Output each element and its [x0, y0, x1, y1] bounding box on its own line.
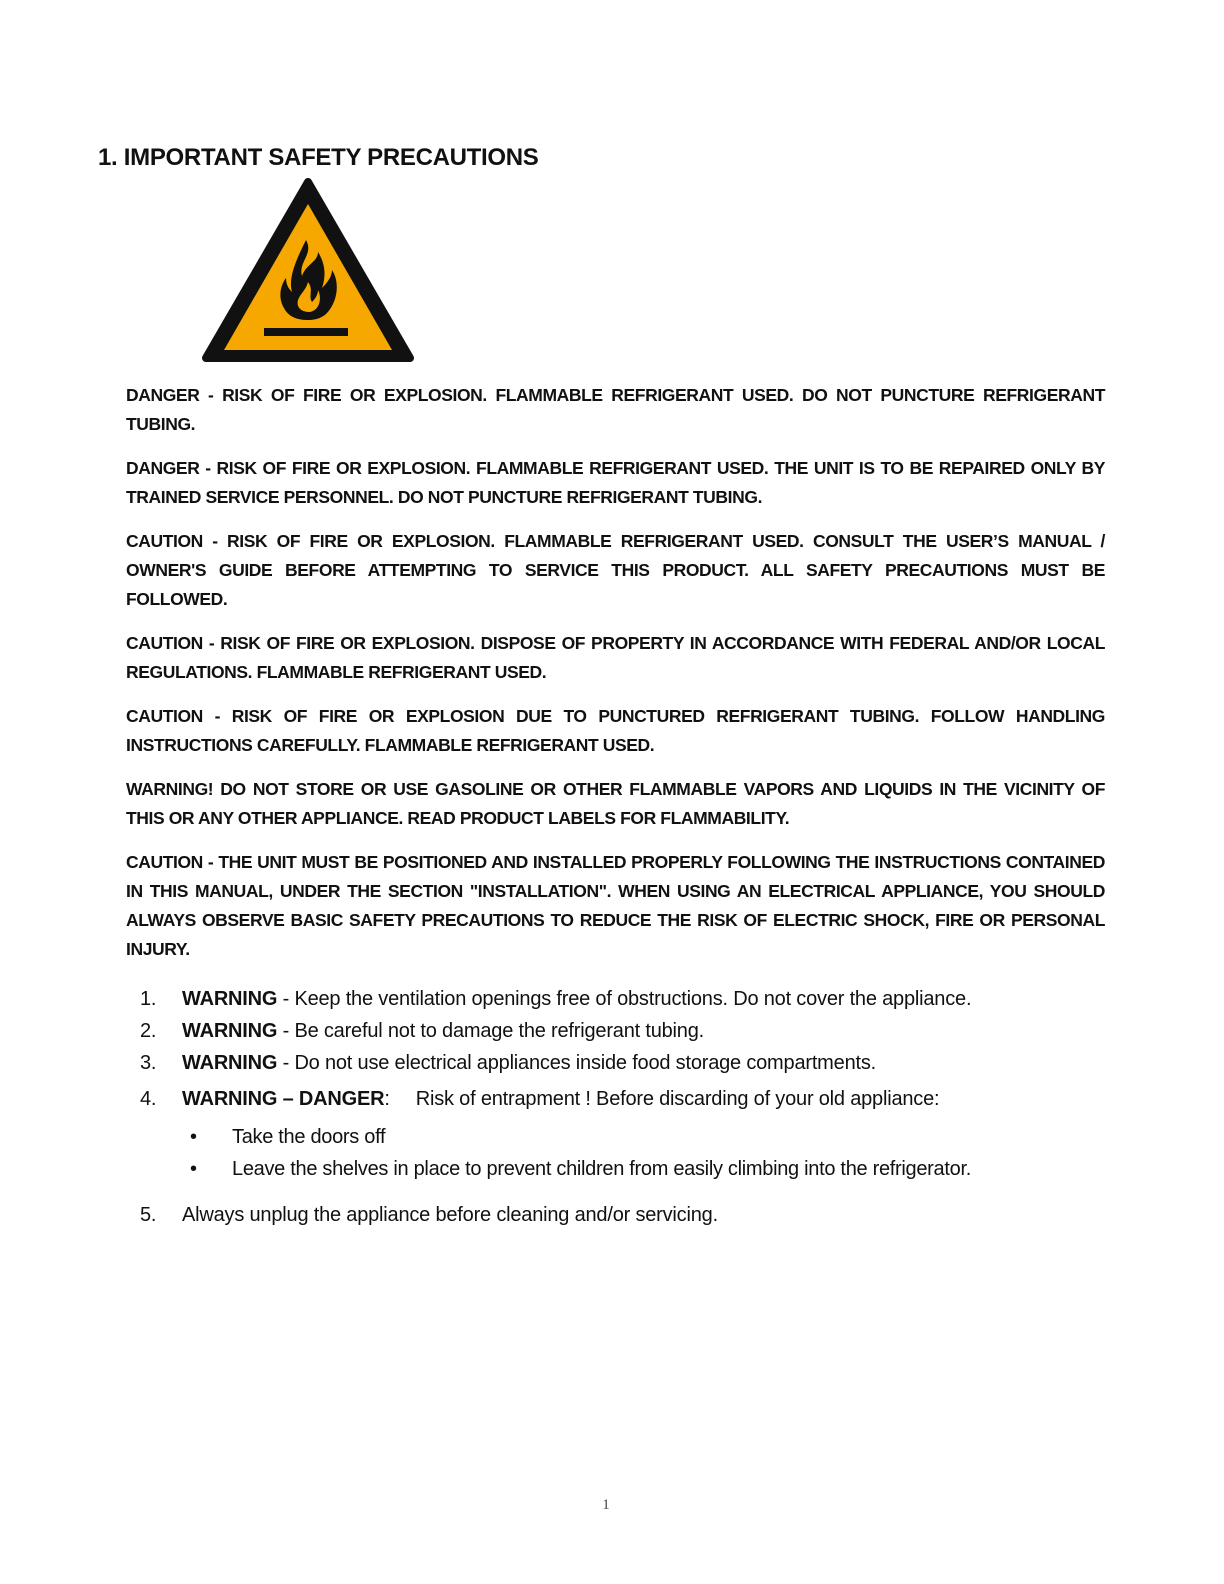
list-item-label: WARNING	[182, 1020, 278, 1042]
list-item-text: - Be careful not to damage the refrigerant tubing.	[277, 1020, 704, 1042]
safety-notices	[126, 381, 1105, 979]
list-item-label: WARNING	[182, 988, 278, 1010]
bullet-text: Leave the shelves in place to prevent children from easily climbing into the refrigerator.	[232, 1158, 971, 1180]
list-item-number: 4.	[140, 1088, 157, 1110]
bullet-text: Take the doors off	[232, 1126, 386, 1148]
notice-caution-installation: CAUTION - THE UNIT MUST BE POSITIONED AND INSTALLED PROPERLY FOLLOWING THE INSTRUCTIONS CONTAINED IN THIS MANUAL, UNDER THE SECTION "INSTALLATION". WHEN USING AN ELECTRICAL APPLIANCE, YOU SHOULD ALWAYS OBSERVE BASIC SAFETY PRECAUTIONS TO REDUCE THE RISK OF ELECTRIC SHOCK, FIRE OR PERSONAL INJURY.	[126, 852, 1105, 959]
warning-list	[140, 983, 1100, 1231]
notice-caution-handling: CAUTION - RISK OF FIRE OR EXPLOSION DUE TO PUNCTURED REFRIGERANT TUBING. FOLLOW HANDLING INSTRUCTIONS CAREFULLY. FLAMMABLE REFRIGERANT USED.	[126, 706, 1105, 755]
bullet-item	[140, 1153, 1100, 1185]
list-item-text: Risk of entrapment ! Before discarding of your old appliance:	[415, 1088, 940, 1110]
notice-danger-puncture: DANGER - RISK OF FIRE OR EXPLOSION. FLAMMABLE REFRIGERANT USED. DO NOT PUNCTURE REFRIGERANT TUBING.	[126, 385, 1105, 434]
section-heading: 1. IMPORTANT SAFETY PRECAUTIONS	[98, 144, 539, 172]
page-number: 1	[602, 1497, 610, 1513]
list-item-number: 2.	[140, 1020, 157, 1042]
list-item	[140, 1083, 1100, 1115]
list-item	[140, 1199, 1100, 1231]
bullet-list	[140, 1121, 1100, 1185]
notice-danger-repair: DANGER - RISK OF FIRE OR EXPLOSION. FLAMMABLE REFRIGERANT USED. THE UNIT IS TO BE REPAIRED ONLY BY TRAINED SERVICE PERSONNEL. DO NOT PUNCTURE REFRIGERANT TUBING.	[126, 458, 1105, 507]
bullet-item	[140, 1121, 1100, 1153]
list-item	[140, 1047, 1100, 1079]
list-item-number: 1.	[140, 988, 157, 1010]
list-item-label: WARNING – DANGER	[182, 1088, 385, 1110]
list-item-label: WARNING	[182, 1052, 278, 1074]
list-item	[140, 1015, 1100, 1047]
bullet-icon: •	[190, 1158, 197, 1180]
list-item-number: 5.	[140, 1204, 157, 1226]
bullet-icon: •	[190, 1126, 197, 1148]
list-item-text: - Keep the ventilation openings free of obstructions. Do not cover the appliance.	[277, 988, 972, 1010]
list-item-text: Always unplug the appliance before cleaning and/or servicing.	[182, 1204, 718, 1226]
list-item-number: 3.	[140, 1052, 157, 1074]
notice-warning-gasoline: WARNING! DO NOT STORE OR USE GASOLINE OR OTHER FLAMMABLE VAPORS AND LIQUIDS IN THE VICINITY OF THIS OR ANY OTHER APPLIANCE. READ PRODUCT LABELS FOR FLAMMABILITY.	[126, 779, 1105, 828]
list-item-text: - Do not use electrical appliances inside food storage compartments.	[277, 1052, 877, 1074]
flammable-warning-icon	[202, 178, 414, 364]
notice-caution-dispose: CAUTION - RISK OF FIRE OR EXPLOSION. DISPOSE OF PROPERTY IN ACCORDANCE WITH FEDERAL AND/OR LOCAL REGULATIONS. FLAMMABLE REFRIGERANT USED.	[126, 633, 1105, 682]
list-item-separator: :	[384, 1088, 390, 1110]
list-item	[140, 983, 1100, 1015]
notice-caution-manual: CAUTION - RISK OF FIRE OR EXPLOSION. FLAMMABLE REFRIGERANT USED. CONSULT THE USER’S MANUAL / OWNER'S GUIDE BEFORE ATTEMPTING TO SERVICE THIS PRODUCT. ALL SAFETY PRECAUTIONS MUST BE FOLLOWED.	[126, 531, 1105, 609]
